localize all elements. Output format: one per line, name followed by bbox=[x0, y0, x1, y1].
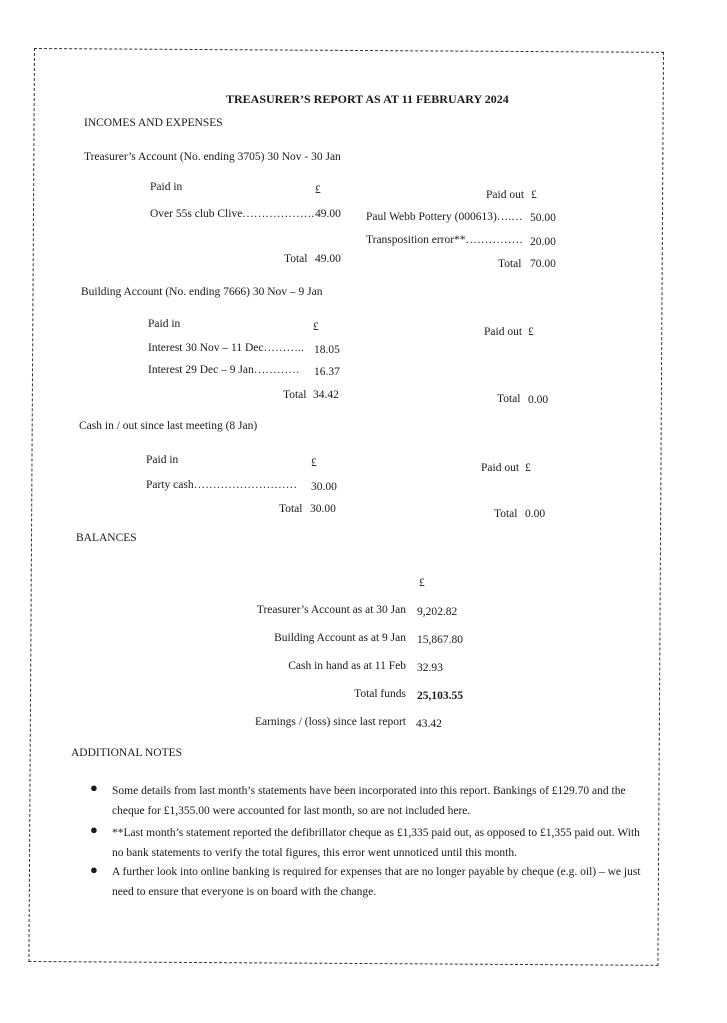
balance-value: 43.42 bbox=[416, 718, 442, 730]
building-total-in: 34.42 bbox=[313, 389, 339, 401]
notes-heading: ADDITIONAL NOTES bbox=[71, 747, 183, 759]
treasurer-total-in: 49.00 bbox=[315, 253, 341, 265]
building-paid-out-label: Paid out bbox=[484, 326, 523, 338]
balances-currency: £ bbox=[419, 577, 425, 589]
treasurer-total-out-label: Total bbox=[498, 258, 522, 270]
building-out-currency: £ bbox=[528, 326, 534, 338]
building-total-out-label: Total bbox=[497, 393, 521, 405]
cash-total-out: 0.00 bbox=[525, 508, 546, 520]
cash-paid-in-label: Paid in bbox=[146, 454, 179, 466]
building-in-item-amount: 18.05 bbox=[314, 344, 340, 356]
building-in-item-amount: 16.37 bbox=[314, 366, 340, 378]
treasurer-in-currency: £ bbox=[315, 184, 321, 196]
cash-in-currency: £ bbox=[311, 457, 317, 469]
balance-label: Earnings / (loss) since last report bbox=[254, 716, 406, 728]
balance-value: 9,202.82 bbox=[417, 606, 458, 618]
treasurer-in-item-amount: 49.00 bbox=[315, 208, 341, 220]
balance-label: Total funds bbox=[354, 688, 406, 700]
note-item: A further look into online banking is required for expenses that are no longer payable by cheque (e.g. oil) – we just need to ensure that everyone is on board with the change. bbox=[112, 866, 641, 898]
treasurer-total-out: 70.00 bbox=[530, 258, 556, 270]
note-item: **Last month’s statement reported the defibrillator cheque as £1,335 paid out, as opposed to £1,355 paid out. With no bank statements to verify the total figures, this error went unnoticed until this month. bbox=[112, 827, 640, 859]
cash-total-out-label: Total bbox=[494, 508, 518, 520]
balance-value: 32.93 bbox=[417, 662, 443, 674]
balance-total-funds-value: 25,103.55 bbox=[417, 690, 463, 702]
building-in-item-desc: Interest 30 Nov – 11 Dec……….. bbox=[148, 342, 304, 354]
cash-in-item-desc: Party cash……………………… bbox=[146, 479, 298, 491]
cash-paid-out-label: Paid out bbox=[481, 462, 520, 474]
treasurer-out-item-desc: Transposition error**…………… bbox=[366, 234, 524, 246]
building-in-item-desc: Interest 29 Dec – 9 Jan………… bbox=[148, 364, 300, 376]
treasurer-out-currency: £ bbox=[531, 189, 537, 201]
building-total-in-label: Total bbox=[283, 389, 307, 401]
building-account-heading: Building Account (No. ending 7666) 30 Nov – 9 Jan bbox=[81, 286, 323, 298]
cash-in-item-amount: 30.00 bbox=[311, 481, 337, 493]
treasurer-account-heading: Treasurer’s Account (No. ending 3705) 30 Nov - 30 Jan bbox=[84, 151, 341, 163]
bullet-icon: ● bbox=[90, 780, 98, 795]
cash-out-currency: £ bbox=[525, 462, 531, 474]
treasurer-paid-in-label: Paid in bbox=[150, 181, 183, 193]
treasurer-in-item-desc: Over 55s club Clive………………. bbox=[150, 208, 315, 220]
note-item: Some details from last month’s statements have been incorporated into this report. Bankings of £129.70 and the cheque for £1,355.00 were accounted for last month, so are not included here. bbox=[112, 785, 626, 817]
balance-label: Treasurer’s Account as at 30 Jan bbox=[256, 604, 406, 616]
balance-value: 15,867.80 bbox=[417, 634, 463, 646]
cash-heading: Cash in / out since last meeting (8 Jan) bbox=[79, 420, 258, 432]
cash-total-in: 30.00 bbox=[310, 503, 336, 515]
treasurer-paid-out-label: Paid out bbox=[486, 189, 525, 201]
building-in-currency: £ bbox=[313, 321, 319, 333]
treasurer-out-item-desc: Paul Webb Pottery (000613)….… bbox=[366, 211, 523, 223]
balance-label: Building Account as at 9 Jan bbox=[274, 632, 406, 644]
bullet-icon: ● bbox=[90, 822, 98, 837]
treasurer-out-item-amount: 20.00 bbox=[530, 236, 556, 248]
building-total-out: 0.00 bbox=[528, 394, 549, 406]
bullet-icon: ● bbox=[90, 862, 98, 877]
treasurer-total-in-label: Total bbox=[284, 253, 308, 265]
treasurer-out-item-amount: 50.00 bbox=[530, 212, 556, 224]
incomes-heading: INCOMES AND EXPENSES bbox=[84, 117, 223, 129]
report-title: TREASURER’S REPORT AS AT 11 FEBRUARY 2024 bbox=[226, 92, 509, 106]
cash-total-in-label: Total bbox=[279, 503, 303, 515]
balances-heading: BALANCES bbox=[76, 532, 137, 544]
balance-label: Cash in hand as at 11 Feb bbox=[288, 660, 406, 672]
building-paid-in-label: Paid in bbox=[148, 318, 181, 330]
